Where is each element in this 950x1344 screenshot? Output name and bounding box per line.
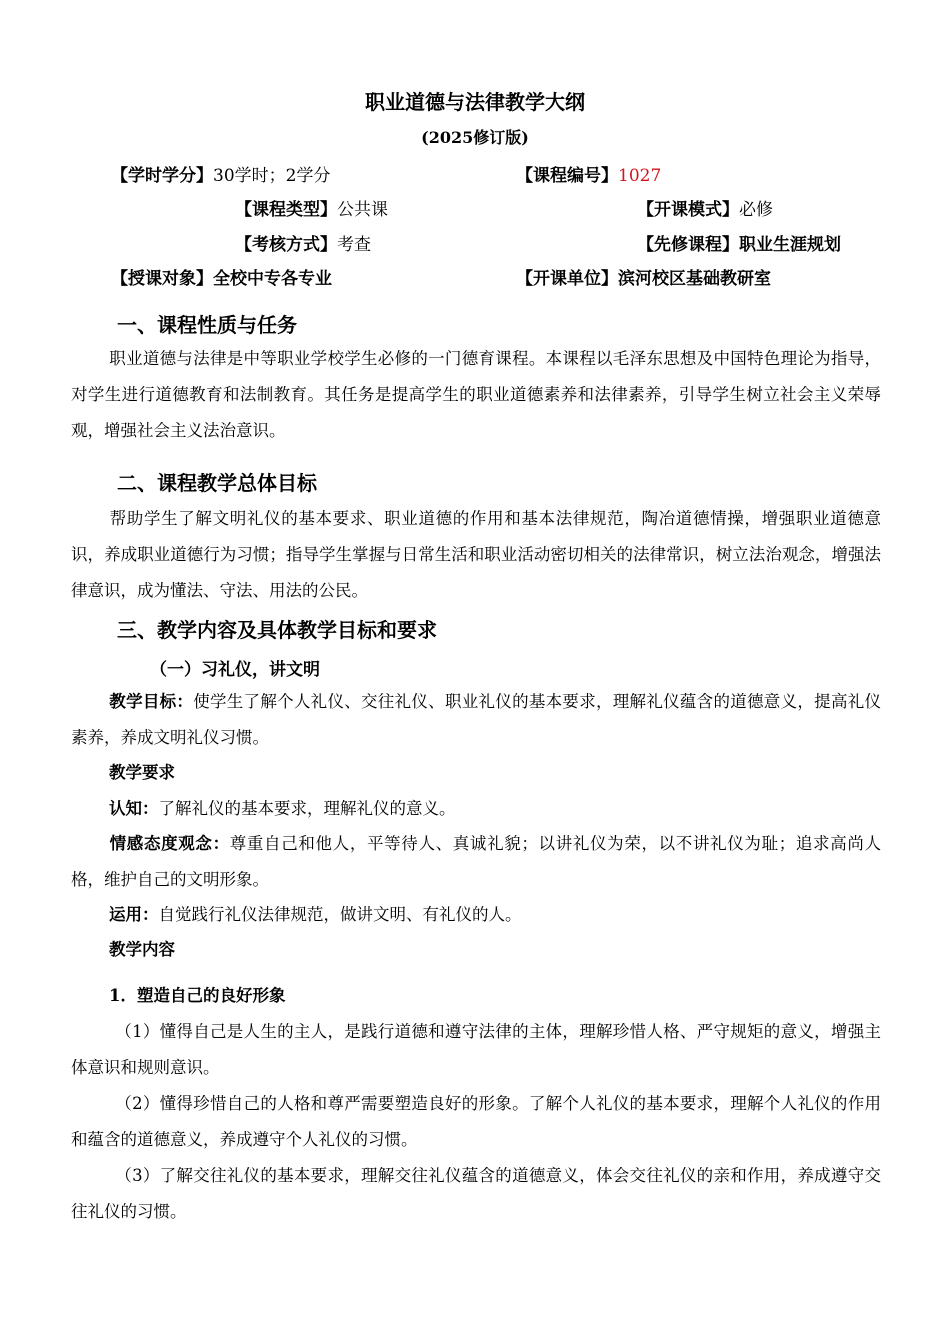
meta-type-label: 【课程类型】: [235, 200, 337, 220]
application-label: 运用：: [109, 905, 159, 924]
meta-audience-value: 全校中专各专业: [213, 269, 332, 289]
teaching-content-heading: 教学内容: [109, 940, 175, 959]
unit1-heading: （一）习礼仪，讲文明: [150, 660, 320, 680]
meta-prereq-value: 职业生涯规划: [739, 235, 841, 255]
page-subtitle: (2025修订版): [421, 128, 529, 147]
application: [109, 897, 522, 933]
meta-prereq: [637, 230, 841, 255]
teaching-goal-text: 使学生了解个人礼仪、交往礼仪、职业礼仪的基本要求，理解礼仪蕴含的道德意义，提高礼仪素养，养成文明礼仪习惯。: [71, 692, 882, 747]
meta-hours-value: 30学时；2学分: [213, 166, 331, 186]
section2-body-text: 帮助学生了解文明礼仪的基本要求、职业道德的作用和基本法律规范，陶冶道德情操，增强职业道德意识，养成职业道德行为习惯；指导学生掌握与日常生活和职业活动密切相关的法律常识，树立法治观念，增强法律意识，成为懂法、守法、用法的公民。: [71, 509, 881, 600]
meta-mode: [637, 195, 773, 220]
meta-hours: [111, 161, 330, 186]
page-title: 职业道德与法律教学大纲: [365, 90, 585, 114]
item1-p1: [71, 1014, 881, 1086]
emotion: [71, 826, 881, 898]
meta-hours-label: 【学时学分】: [111, 166, 213, 186]
section2-heading: 二、课程教学总体目标: [117, 471, 317, 495]
meta-exam-label: 【考核方式】: [235, 235, 337, 255]
cognition: [109, 791, 456, 827]
section2-body: [71, 501, 881, 609]
meta-code-value: 1027: [618, 166, 662, 186]
meta-audience-label: 【授课对象】: [111, 269, 213, 289]
item1-p2-text: （2）懂得珍惜自己的人格和尊严需要塑造良好的形象。了解个人礼仪的基本要求，理解个人礼仪的作用和蕴含的道德意义，养成遵守个人礼仪的习惯。: [71, 1094, 881, 1149]
meta-type: [235, 195, 388, 220]
meta-mode-label: 【开课模式】: [637, 200, 739, 220]
meta-exam-value: 考查: [337, 235, 371, 255]
meta-prereq-label: 【先修课程】: [637, 235, 739, 255]
item1-p3-text: （3）了解交往礼仪的基本要求，理解交往礼仪蕴含的道德意义，体会交往礼仪的亲和作用，养成遵守交往礼仪的习惯。: [71, 1166, 881, 1221]
item1-p1-text: （1）懂得自己是人生的主人，是践行道德和遵守法律的主体，理解珍惜人格、严守规矩的意义，增强主体意识和规则意识。: [71, 1022, 881, 1077]
cognition-label: 认知：: [109, 799, 159, 818]
cognition-text: 了解礼仪的基本要求，理解礼仪的意义。: [158, 799, 456, 818]
section1-body: [71, 341, 881, 449]
teaching-req-heading: 教学要求: [109, 763, 175, 782]
section1-heading: 一、课程性质与任务: [117, 313, 297, 337]
meta-unit-label: 【开课单位】: [516, 269, 618, 289]
meta-unit: [516, 264, 771, 289]
meta-code-label: 【课程编号】: [516, 166, 618, 186]
teaching-goal-label: 教学目标：: [109, 692, 194, 711]
meta-audience: [111, 264, 332, 289]
teaching-goal: [71, 684, 881, 756]
meta-exam: [235, 230, 371, 255]
application-text: 自觉践行礼仪法律规范，做讲文明、有礼仪的人。: [158, 905, 522, 924]
emotion-label: 情感态度观念：: [109, 834, 230, 853]
meta-type-value: 公共课: [337, 200, 388, 220]
item1-p2: [71, 1086, 881, 1158]
item1-heading: 1．塑造自己的良好形象: [109, 986, 286, 1005]
section3-heading: 三、教学内容及具体教学目标和要求: [117, 618, 437, 642]
meta-mode-value: 必修: [739, 200, 773, 220]
item1-p3: [71, 1158, 881, 1230]
meta-code: [516, 161, 661, 186]
emotion-text: 尊重自己和他人，平等待人、真诚礼貌；以讲礼仪为荣，以不讲礼仪为耻；追求高尚人格，维护自己的文明形象。: [71, 834, 882, 889]
section1-body-text: 职业道德与法律是中等职业学校学生必修的一门德育课程。本课程以毛泽东思想及中国特色理论为指导，对学生进行道德教育和法制教育。其任务是提高学生的职业道德素养和法律素养，引导学生树立社会主义荣辱观，增强社会主义法治意识。: [71, 349, 881, 440]
meta-unit-value: 滨河校区基础教研室: [618, 269, 771, 289]
